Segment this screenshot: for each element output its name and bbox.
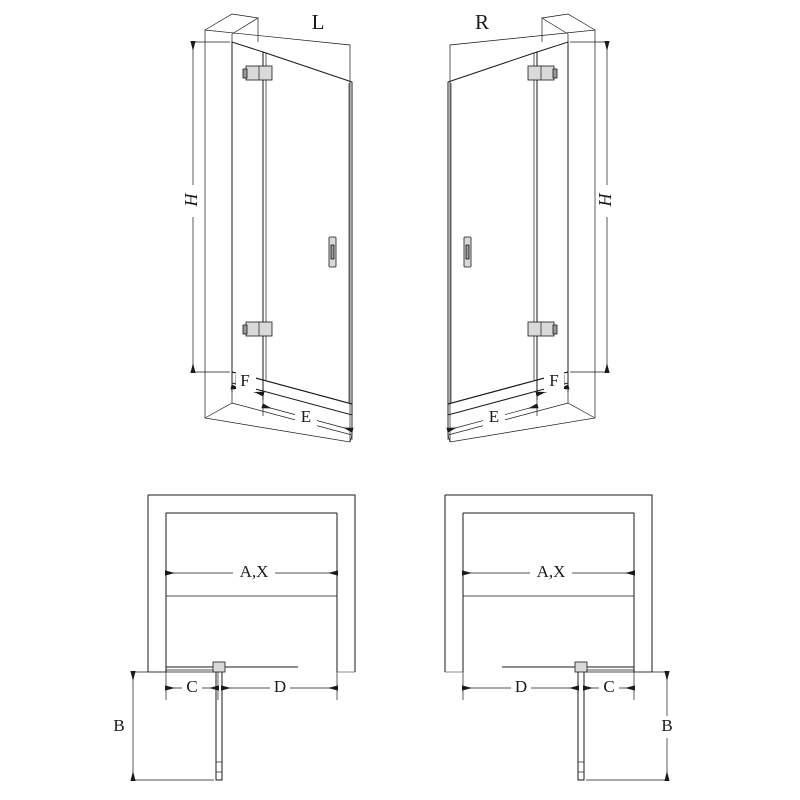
plan-right-dimension-AX-label: A,X (536, 561, 566, 581)
left-hinge-top (243, 66, 272, 80)
plan-right-fixed-glass (582, 667, 634, 672)
elevation-right-view (448, 10, 618, 442)
plan-left-wall-hatched (148, 495, 355, 672)
right-dimension-F-label: F (549, 370, 559, 390)
right-dimension-E (448, 392, 537, 440)
left-dimension-H-label: H (181, 193, 202, 207)
left-door-handle (329, 237, 336, 267)
left-hinge-bottom (243, 322, 272, 336)
right-hinge-bottom (528, 322, 557, 336)
plan-right-dimension-D-label: D (514, 676, 528, 696)
plan-left-dimension-AX-label: A,X (239, 561, 269, 581)
plan-left-dimension-C (166, 672, 218, 700)
left-dimension-F (232, 371, 263, 400)
right-wall-panel (450, 30, 595, 442)
hand-label-right: R (474, 9, 490, 34)
right-dimension-H (570, 42, 618, 372)
plan-left-dimension-C-label: C (186, 676, 198, 696)
plan-right-wall-hatched (445, 495, 652, 672)
left-dimension-H (181, 42, 230, 372)
right-dimension-E-label: E (488, 406, 500, 426)
plan-right-swing-leaf (578, 668, 584, 780)
right-door-leaf (448, 52, 537, 404)
plan-left-dimension-D (222, 672, 337, 700)
plan-right-dimension-D (463, 672, 578, 700)
left-wall-panel (205, 30, 350, 442)
plan-left-wall-outer (148, 495, 355, 672)
left-dimension-E-label: E (300, 406, 312, 426)
plan-right-dimension-AX (463, 561, 634, 583)
right-hinge-top (528, 66, 557, 80)
plan-right-wall-inner (463, 513, 634, 672)
plan-left-wall-inner (166, 513, 337, 672)
plan-right-dimension-C-label: C (603, 676, 615, 696)
plan-left-dimension-B-label: B (113, 715, 125, 735)
left-dimension-F-label: F (240, 370, 250, 390)
elevation-left-view (181, 10, 352, 442)
plan-right-hinge-block (575, 662, 587, 672)
right-dimension-H-label: H (595, 193, 616, 207)
right-dimension-F (537, 371, 568, 400)
left-door-leaf (263, 52, 352, 404)
plan-left-view (108, 495, 355, 780)
plan-right-view (445, 495, 678, 780)
plan-right-wall-outer (445, 495, 652, 672)
plan-left-dimension-AX (166, 561, 337, 583)
left-dimension-E (263, 392, 352, 440)
plan-left-fixed-glass (166, 667, 218, 672)
right-door-handle (464, 237, 471, 267)
plan-left-hinge-block (213, 662, 225, 672)
plan-right-dimension-B-label: B (661, 715, 673, 735)
plan-right-dimension-C (584, 672, 634, 700)
hand-label-left: L (311, 9, 325, 34)
plan-left-swing-leaf (216, 668, 222, 780)
plan-left-dimension-D-label: D (273, 676, 287, 696)
